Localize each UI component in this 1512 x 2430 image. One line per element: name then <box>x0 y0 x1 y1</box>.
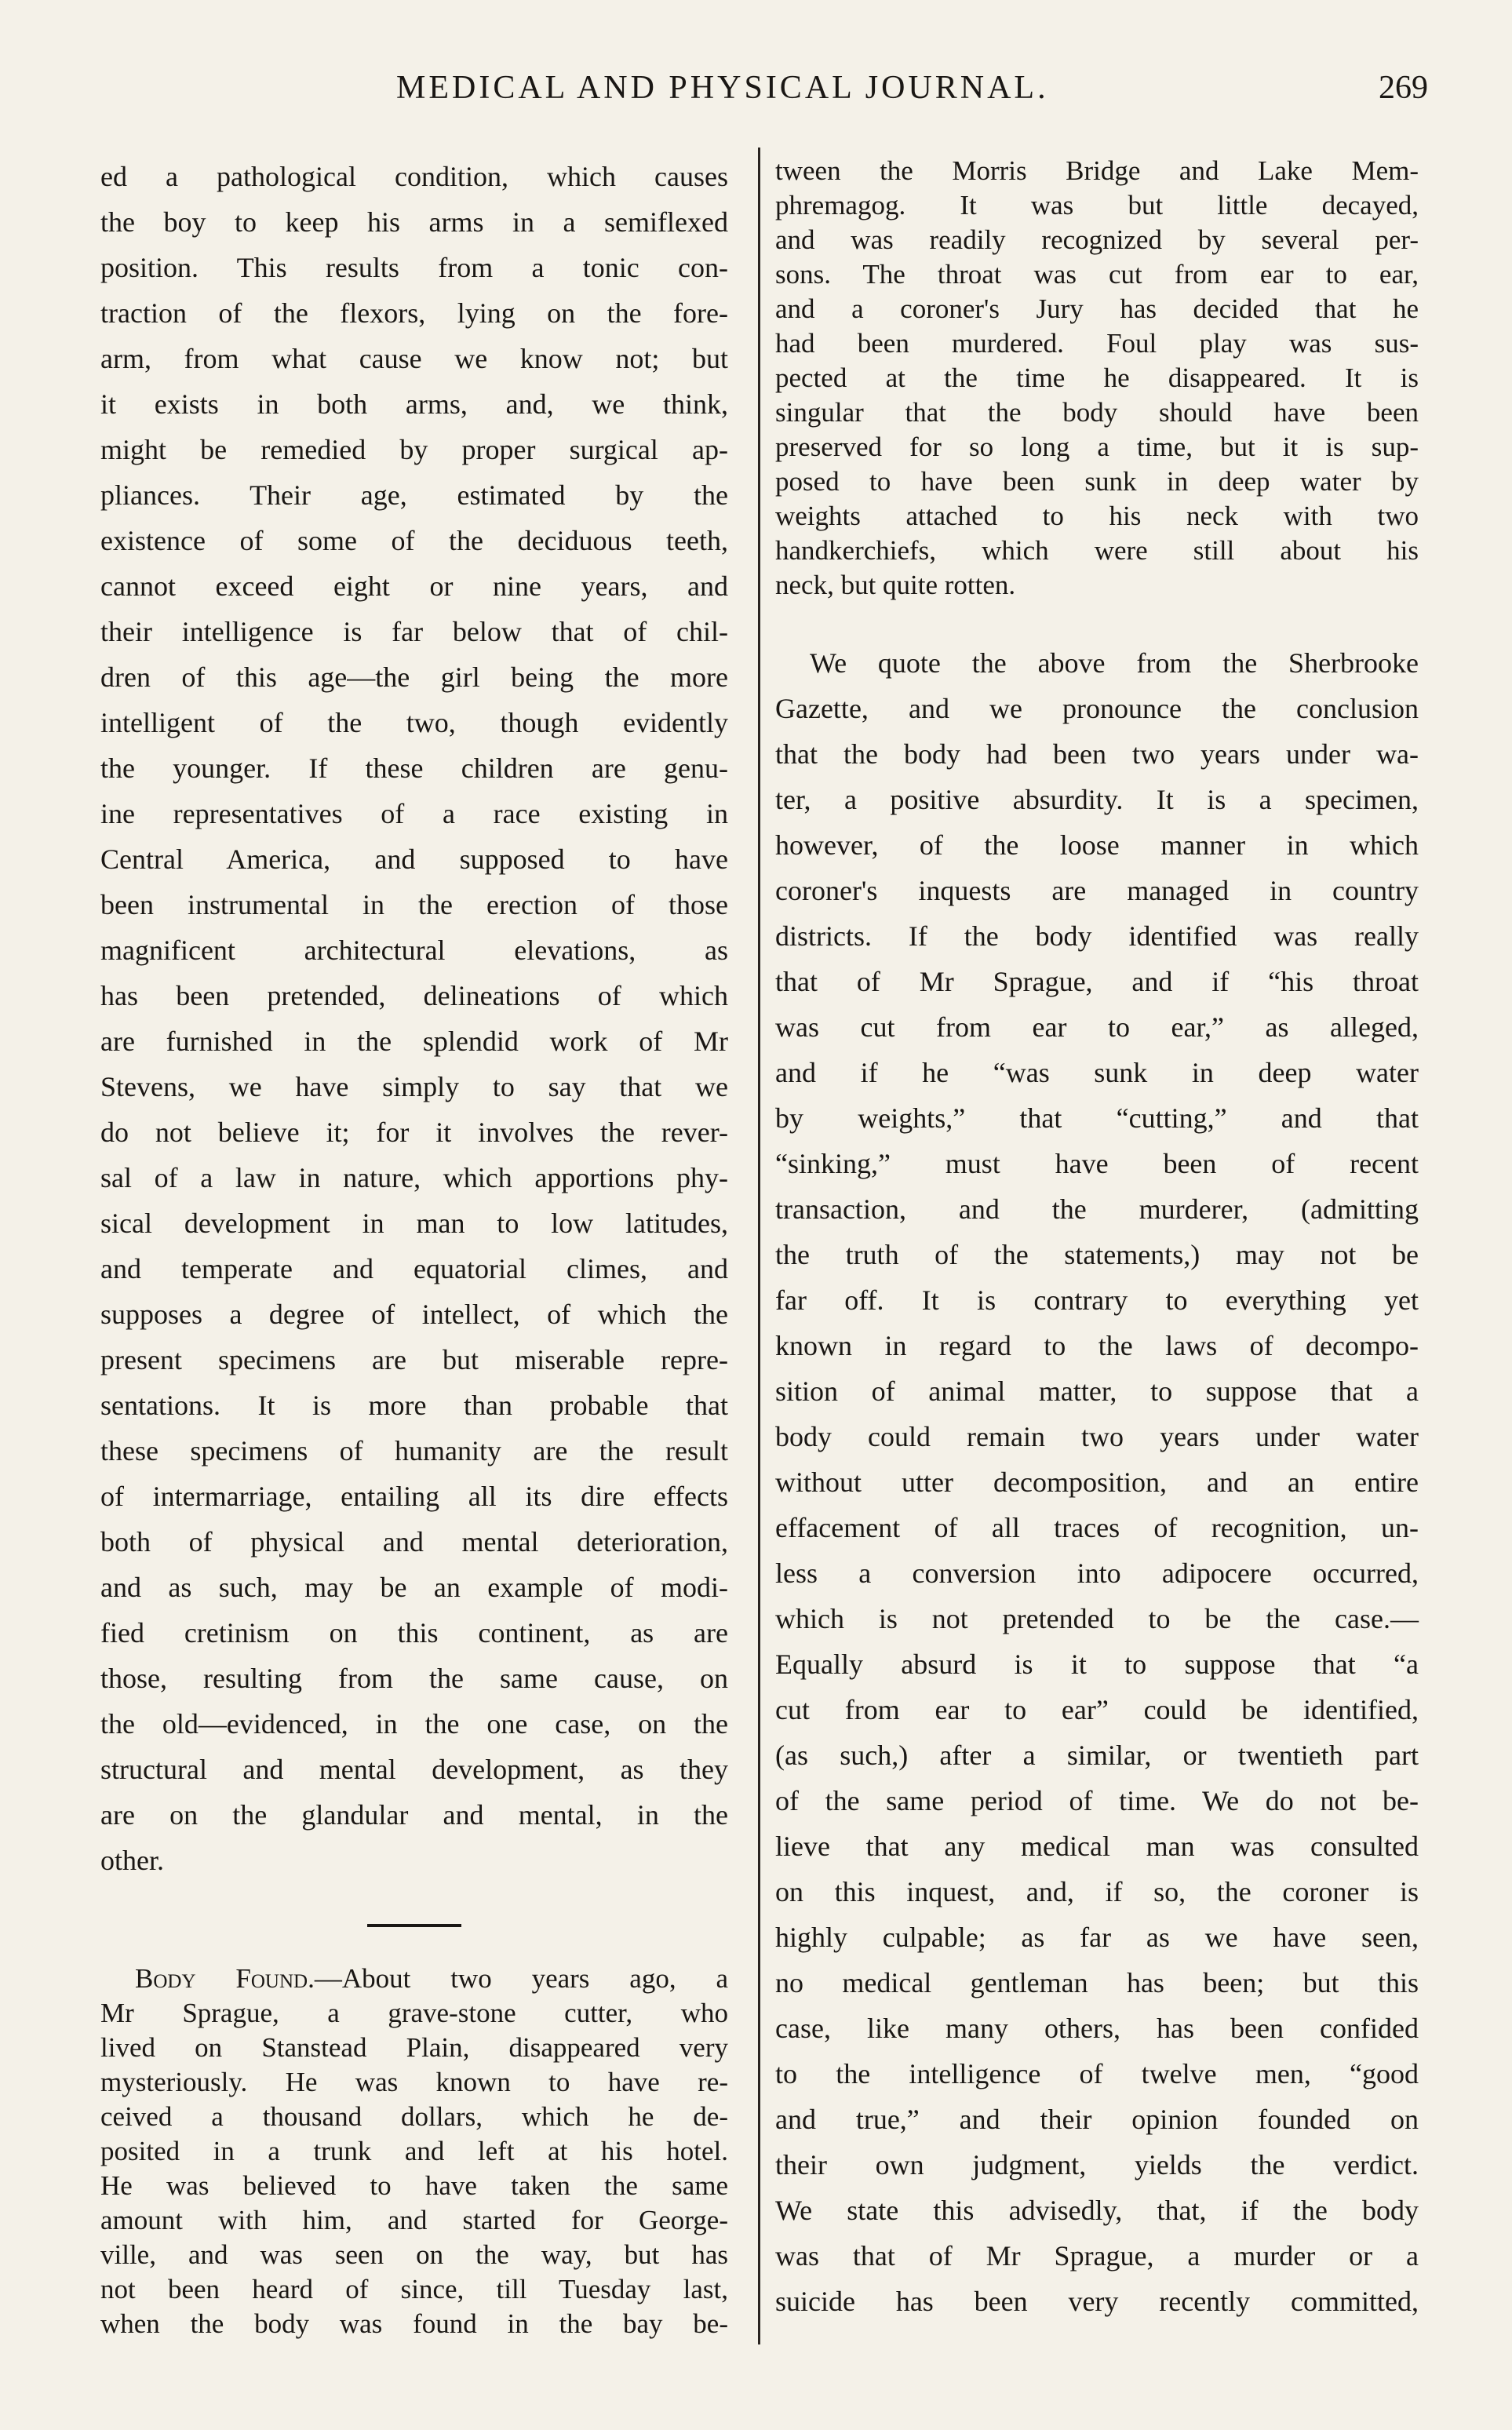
spacer <box>775 603 1419 640</box>
text-line: it exists in both arms, and, we think, <box>100 388 728 420</box>
paragraph-body-found <box>100 1962 728 2341</box>
text-line: (as such,) after a similar, or twentieth part <box>775 1740 1419 1771</box>
text-line: and temperate and equatorial climes, and <box>100 1253 728 1284</box>
body-found-heading: Body Found. <box>135 1963 315 1994</box>
text-line: Stevens, we have simply to say that we <box>100 1071 728 1102</box>
page-number: 269 <box>1379 70 1428 106</box>
text-line: ville, and was seen on the way, but has <box>100 2239 728 2270</box>
text-line: been instrumental in the erection of those <box>100 889 728 920</box>
paragraph-pathology <box>100 154 728 1883</box>
text-line: lieve that any medical man was consulted <box>775 1831 1419 1862</box>
text-line: tween the Morris Bridge and Lake Mem- <box>775 155 1419 186</box>
text-line: their intelligence is far below that of chil- <box>100 616 728 647</box>
text-line: the boy to keep his arms in a semiflexed <box>100 206 728 238</box>
text-line: without utter decomposition, and an entire <box>775 1466 1419 1498</box>
text-line: intelligent of the two, though evidently <box>100 707 728 738</box>
text-line: weights attached to his neck with two <box>775 501 1419 531</box>
text-line: sentations. It is more than probable that <box>100 1390 728 1421</box>
text-line: singular that the body should have been <box>775 397 1419 428</box>
text-line: Equally absurd is it to suppose that “a <box>775 1649 1419 1680</box>
text-line: are on the glandular and mental, in the <box>100 1799 728 1831</box>
text-line: that of Mr Sprague, and if “his throat <box>775 966 1419 997</box>
text-line: and a coroner's Jury has decided that he <box>775 293 1419 324</box>
text-line: handkerchiefs, which were still about his <box>775 535 1419 566</box>
text-line: on this inquest, and, if so, the coroner is <box>775 1876 1419 1907</box>
text-line: structural and mental development, as they <box>100 1754 728 1785</box>
text-line: phremagog. It was but little decayed, <box>775 190 1419 220</box>
paragraph-editorial-comment <box>775 640 1419 2324</box>
left-column <box>100 154 728 2341</box>
text-line: coroner's inquests are managed in country <box>775 875 1419 906</box>
text-line: not been heard of since, till Tuesday last, <box>100 2274 728 2304</box>
text-line: and true,” and their opinion founded on <box>775 2104 1419 2135</box>
page-header <box>94 69 1428 116</box>
text-line: other. <box>100 1845 164 1876</box>
text-line: ine representatives of a race existing in <box>100 798 728 829</box>
text-line: highly culpable; as far as we have seen, <box>775 1922 1419 1953</box>
text-line: of the same period of time. We do not be- <box>775 1785 1419 1816</box>
text-line: when the body was found in the bay be- <box>100 2308 728 2339</box>
text-line: these specimens of humanity are the result <box>100 1435 728 1466</box>
text-line: lived on Stanstead Plain, disappeared very <box>100 2032 728 2063</box>
text-line: districts. If the body identified was really <box>775 920 1419 952</box>
text-line: We quote the above from the Sherbrooke <box>810 647 1419 679</box>
text-line: the old—evidenced, in the one case, on the <box>100 1708 728 1740</box>
text-line: sition of animal matter, to suppose that a <box>775 1375 1419 1407</box>
text-line: sical development in man to low latitudes, <box>100 1208 728 1239</box>
text-line: however, of the loose manner in which <box>775 829 1419 861</box>
paragraph-body-found-continued <box>775 154 1419 603</box>
text-line: and if he “was sunk in deep water <box>775 1057 1419 1088</box>
text-line: which is not pretended to be the case.— <box>775 1603 1419 1634</box>
text-line: We state this advisedly, that, if the body <box>775 2195 1419 2226</box>
text-line: the younger. If these children are genu- <box>100 752 728 784</box>
text-line: no medical gentleman has been; but this <box>775 1967 1419 1998</box>
text-line: preserved for so long a time, but it is sup- <box>775 432 1419 462</box>
column-divider <box>758 148 760 2344</box>
text-line: by weights,” that “cutting,” and that <box>775 1102 1419 1134</box>
text-line: far off. It is contrary to everything yet <box>775 1284 1419 1316</box>
text-line: Gazette, and we pronounce the conclusion <box>775 693 1419 724</box>
text-line: Central America, and supposed to have <box>100 843 728 875</box>
text-line: ceived a thousand dollars, which he de- <box>100 2101 728 2132</box>
text-line: was cut from ear to ear,” as alleged, <box>775 1011 1419 1043</box>
text-line: that the body had been two years under wa- <box>775 738 1419 770</box>
text-line: and as such, may be an example of modi- <box>100 1572 728 1603</box>
text-line: pected at the time he disappeared. It is <box>775 362 1419 393</box>
text-line: sal of a law in nature, which apportions phy- <box>100 1162 728 1193</box>
text-line: ed a pathological condition, which causes <box>100 161 728 192</box>
text-line: existence of some of the deciduous teeth, <box>100 525 728 556</box>
text-line: amount with him, and started for George- <box>100 2205 728 2235</box>
text-line <box>100 1962 728 1996</box>
spacer <box>100 1927 728 1962</box>
text-line: supposes a degree of intellect, of which the <box>100 1299 728 1330</box>
text-line: both of physical and mental deterioration, <box>100 1526 728 1557</box>
text-line: cannot exceed eight or nine years, and <box>100 570 728 602</box>
running-title: MEDICAL AND PHYSICAL JOURNAL. <box>396 70 1049 106</box>
text-line: has been pretended, delineations of which <box>100 980 728 1011</box>
right-column <box>775 154 1419 2324</box>
text-line: known in regard to the laws of decompo- <box>775 1330 1419 1361</box>
text-line: position. This results from a tonic con- <box>100 252 728 283</box>
text-line: might be remedied by proper surgical ap- <box>100 434 728 465</box>
text-line: “sinking,” must have been of recent <box>775 1148 1419 1179</box>
text-line: pliances. Their age, estimated by the <box>100 479 728 511</box>
text-line: traction of the flexors, lying on the fore- <box>100 297 728 329</box>
text-line: less a conversion into adipocere occurred, <box>775 1557 1419 1589</box>
text-line: do not believe it; for it involves the rever- <box>100 1117 728 1148</box>
text-run: —About two years ago, a <box>314 1963 728 1994</box>
text-line: posited in a trunk and left at his hotel. <box>100 2136 728 2166</box>
text-line: ter, a positive absurdity. It is a specimen, <box>775 784 1419 815</box>
text-line: neck, but quite rotten. <box>775 570 1016 600</box>
text-line: cut from ear to ear” could be identified, <box>775 1694 1419 1725</box>
text-line: are furnished in the splendid work of Mr <box>100 1026 728 1057</box>
text-line: body could remain two years under water <box>775 1421 1419 1452</box>
text-line: arm, from what cause we know not; but <box>100 343 728 374</box>
text-line: He was believed to have taken the same <box>100 2170 728 2201</box>
text-line: those, resulting from the same cause, on <box>100 1663 728 1694</box>
text-line: the truth of the statements,) may not be <box>775 1239 1419 1270</box>
text-line: to the intelligence of twelve men, “good <box>775 2058 1419 2089</box>
text-line: fied cretinism on this continent, as are <box>100 1617 728 1649</box>
text-line: magnificent architectural elevations, as <box>100 934 728 966</box>
text-line: suicide has been very recently committed, <box>775 2286 1419 2317</box>
text-line: dren of this age—the girl being the more <box>100 661 728 693</box>
text-line: and was readily recognized by several per- <box>775 224 1419 255</box>
text-line: mysteriously. He was known to have re- <box>100 2067 728 2097</box>
spacer <box>100 1883 728 1924</box>
text-line: case, like many others, has been confided <box>775 2013 1419 2044</box>
text-line: present specimens are but miserable repre- <box>100 1344 728 1375</box>
text-line: of intermarriage, entailing all its dire effects <box>100 1481 728 1512</box>
text-line: sons. The throat was cut from ear to ear, <box>775 259 1419 290</box>
text-line: their own judgment, yields the verdict. <box>775 2149 1419 2180</box>
text-line: posed to have been sunk in deep water by <box>775 466 1419 497</box>
text-line: had been murdered. Foul play was sus- <box>775 328 1419 359</box>
text-line: was that of Mr Sprague, a murder or a <box>775 2240 1419 2272</box>
text-line: Mr Sprague, a grave-stone cutter, who <box>100 1998 728 2028</box>
text-line: transaction, and the murderer, (admitting <box>775 1193 1419 1225</box>
text-line: effacement of all traces of recognition, un- <box>775 1512 1419 1543</box>
